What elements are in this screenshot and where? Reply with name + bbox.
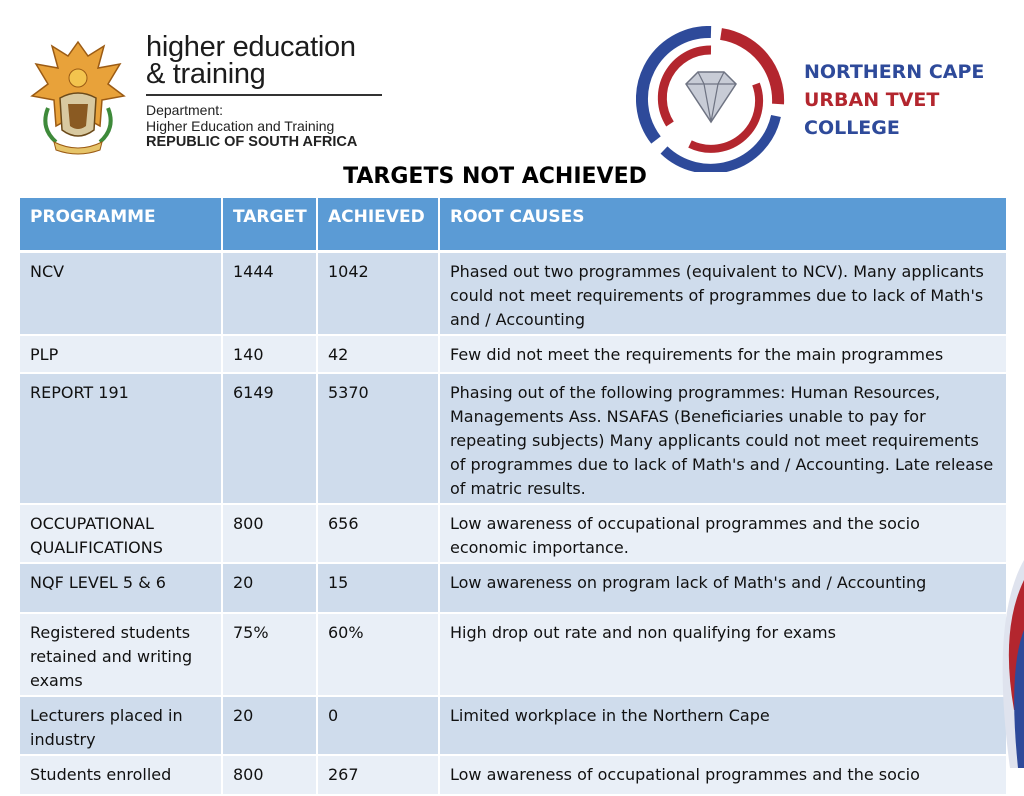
cell-target: 1444: [222, 252, 317, 336]
dhet-line-2: & training: [146, 58, 266, 90]
header-target: TARGET: [222, 198, 317, 252]
dhet-logo: [22, 31, 390, 162]
cell-root-causes: Low awareness of occupational programmes and the socio economic importance.: [439, 504, 1006, 563]
table-row: [20, 696, 1006, 755]
cell-root-causes: Low awareness on program lack of Math's and / Accounting: [439, 563, 1006, 613]
cell-target: 20: [222, 563, 317, 613]
cell-programme: PLP: [20, 335, 222, 373]
cell-programme: REPORT 191: [20, 373, 222, 504]
cell-programme: Registered students retained and writing exams: [20, 613, 222, 696]
targets-table-container: [20, 198, 1006, 796]
cell-programme: OCCUPATIONAL QUALIFICATIONS: [20, 504, 222, 563]
cell-root-causes: High drop out rate and non qualifying for exams: [439, 613, 1006, 696]
cell-root-causes: Few did not meet the requirements for the main programmes: [439, 335, 1006, 373]
dhet-line-1: higher education: [146, 31, 356, 63]
cell-achieved: 267: [317, 755, 439, 795]
dhet-line-5: REPUBLIC OF SOUTH AFRICA: [146, 134, 358, 150]
cell-programme: Students enrolled: [20, 755, 222, 795]
targets-table: [20, 198, 1006, 796]
cell-achieved: 5370: [317, 373, 439, 504]
decorative-swoosh-icon: [984, 560, 1024, 768]
dhet-line-3: Department:: [146, 102, 224, 118]
college-line-1: NORTHERN CAPE: [804, 61, 985, 83]
cell-target: 800: [222, 755, 317, 795]
table-row: [20, 252, 1006, 336]
dhet-line-4: Higher Education and Training: [146, 118, 335, 134]
cell-achieved: 656: [317, 504, 439, 563]
header-root-causes: ROOT CAUSES: [439, 198, 1006, 252]
diamond-ring-icon: [636, 26, 786, 172]
cell-target: 20: [222, 696, 317, 755]
cell-target: 140: [222, 335, 317, 373]
cell-achieved: 42: [317, 335, 439, 373]
college-logo: [636, 26, 996, 172]
table-row: [20, 373, 1006, 504]
college-line-3: COLLEGE: [804, 117, 900, 139]
header-programme: PROGRAMME: [20, 198, 222, 252]
cell-root-causes: Phased out two programmes (equivalent to NCV). Many applicants could not meet requirements of programmes due to lack of Math's and / Accounting: [439, 252, 1006, 336]
college-line-2: URBAN TVET: [804, 89, 940, 111]
dhet-wordmark: [146, 31, 382, 150]
cell-achieved: 60%: [317, 613, 439, 696]
cell-programme: Lecturers placed in industry: [20, 696, 222, 755]
college-wordmark: [804, 58, 984, 142]
cell-root-causes: Limited workplace in the Northern Cape: [439, 696, 1006, 755]
table-row: [20, 755, 1006, 795]
header-achieved: ACHIEVED: [317, 198, 439, 252]
cell-programme: NQF LEVEL 5 & 6: [20, 563, 222, 613]
page-title: TARGETS NOT ACHIEVED: [343, 164, 647, 189]
cell-root-causes: Phasing out of the following programmes: Human Resources, Managements Ass. NSAFAS (Beneficiaries unable to pay for repeating subjects) Many applicants could not meet requirements of programmes due to lack of Math's and / Accounting. Late release of matric results.: [439, 373, 1006, 504]
cell-target: 75%: [222, 613, 317, 696]
table-row: [20, 563, 1006, 613]
table-row: [20, 335, 1006, 373]
dhet-divider: [146, 94, 382, 96]
cell-target: 800: [222, 504, 317, 563]
cell-programme: NCV: [20, 252, 222, 336]
table-row: [20, 613, 1006, 696]
table-header-row: [20, 198, 1006, 252]
cell-achieved: 0: [317, 696, 439, 755]
cell-achieved: 15: [317, 563, 439, 613]
coat-of-arms-icon: [30, 38, 126, 156]
cell-achieved: 1042: [317, 252, 439, 336]
cell-target: 6149: [222, 373, 317, 504]
table-row: [20, 504, 1006, 563]
cell-root-causes: Low awareness of occupational programmes and the socio: [439, 755, 1006, 795]
